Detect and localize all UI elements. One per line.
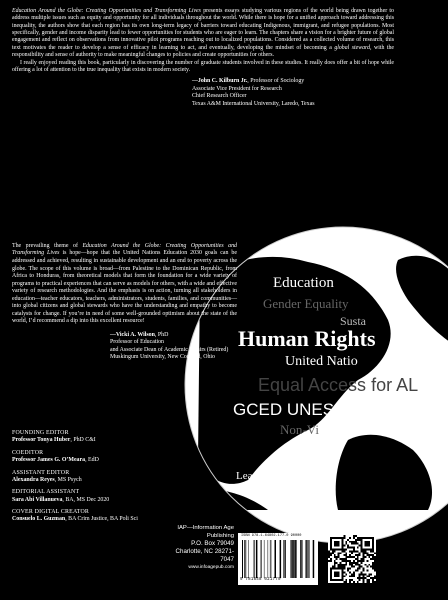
qr-module bbox=[334, 564, 336, 566]
qr-module bbox=[374, 558, 376, 560]
qr-module bbox=[361, 573, 363, 575]
qr-module bbox=[355, 554, 357, 556]
qr-module bbox=[328, 554, 330, 556]
qr-module bbox=[349, 562, 351, 564]
qr-module bbox=[353, 550, 355, 552]
barcode-bar bbox=[268, 540, 269, 578]
qr-module bbox=[332, 552, 334, 554]
qr-module bbox=[351, 547, 353, 549]
qr-module bbox=[370, 577, 372, 579]
praise-paragraph: I really enjoyed reading this book, particularly in discovering the number of graduate students involved in these studies. It really does offer a bit of hope while offering a lot of attention to the true inequality that exists in modern society. bbox=[12, 59, 394, 73]
qr-module bbox=[334, 560, 336, 562]
qr-module bbox=[338, 554, 340, 556]
qr-module bbox=[353, 547, 355, 549]
praise-paragraph: Education Around the Globe: Creating Opportunities and Transforming Lives presents essays studying various regions of the world being drawn together to address multiple issues such as equity and opportunity for all individuals throughout the world. While there is hope for a unified approach toward addressing this inequality, the authors show that each region has its own long-term legacy of barriers toward educating Indigenous, immigrant, and refugee populations. Most specifically, gender and income disparity lead to fewer opportunities for students who are eager to learn. The chapters share a vision for a brighter future of global engagement and reflect on observations from innovative pilot programs reaching out to localized populations. Considered as a collected volume of research, this text motivates the reader to develop a sense of efficacy in learning to act, and eventually, developing the mindset of becoming a global steward, with the responsibility and sense of authority to make meaningful changes to policies and create opportunities for others. bbox=[12, 8, 394, 59]
qr-module bbox=[355, 564, 357, 566]
qr-module bbox=[374, 575, 376, 577]
qr-module bbox=[347, 545, 349, 547]
qr-module bbox=[343, 545, 345, 547]
qr-module bbox=[343, 581, 345, 583]
qr-module bbox=[363, 552, 365, 554]
barcode-bar bbox=[293, 540, 295, 578]
qr-module bbox=[359, 564, 361, 566]
qr-module bbox=[355, 539, 357, 541]
qr-module bbox=[368, 564, 370, 566]
qr-module bbox=[351, 552, 353, 554]
qr-module bbox=[343, 550, 345, 552]
qr-module bbox=[338, 552, 340, 554]
qr-module bbox=[370, 573, 372, 575]
book-title: Education Around the Globe: Creating Opportunities and Transforming Lives bbox=[12, 8, 201, 14]
qr-module bbox=[368, 573, 370, 575]
qr-module bbox=[374, 564, 376, 566]
qr-module bbox=[334, 556, 336, 558]
qr-module bbox=[355, 550, 357, 552]
qr-module bbox=[355, 558, 357, 560]
qr-module bbox=[343, 568, 345, 570]
qr-module bbox=[372, 568, 374, 570]
qr-module bbox=[328, 560, 330, 562]
qr-module bbox=[374, 577, 376, 579]
qr-module bbox=[372, 581, 374, 583]
globe-word: Equal Access for AL bbox=[258, 375, 419, 395]
qr-module bbox=[368, 554, 370, 556]
qr-module bbox=[345, 579, 347, 581]
barcode-bar bbox=[283, 540, 284, 578]
praise-kilburn bbox=[12, 8, 394, 108]
qr-module bbox=[343, 564, 345, 566]
qr-module bbox=[374, 552, 376, 554]
qr-module bbox=[341, 564, 343, 566]
qr-module bbox=[366, 552, 368, 554]
qr-module bbox=[374, 581, 376, 583]
publisher-block bbox=[174, 525, 234, 571]
globe-word: United Natio bbox=[285, 354, 358, 369]
praise-wilson bbox=[12, 237, 237, 362]
qr-module bbox=[351, 556, 353, 558]
publisher-name: IAP—Information Age Publishing bbox=[177, 525, 234, 539]
qr-module bbox=[361, 558, 363, 560]
qr-module bbox=[334, 571, 340, 577]
qr-module bbox=[357, 550, 359, 552]
qr-module bbox=[372, 556, 374, 558]
qr-module bbox=[364, 573, 366, 575]
qr-module bbox=[368, 581, 370, 583]
qr-module bbox=[364, 577, 366, 579]
praise-signature: —Vicki A. Wilson, PhD Professor of Education and Associate Dean of Academic Affairs (Retired) Muskingum University, New Concord, Ohio bbox=[110, 331, 229, 361]
qr-module bbox=[347, 547, 349, 549]
qr-module bbox=[372, 558, 374, 560]
qr-module bbox=[366, 575, 368, 577]
qr-module bbox=[361, 562, 363, 564]
qr-module bbox=[347, 560, 349, 562]
qr-module bbox=[349, 556, 351, 558]
qr-module bbox=[349, 579, 351, 581]
qr-module bbox=[353, 562, 355, 564]
qr-module bbox=[347, 539, 349, 541]
qr-module bbox=[347, 556, 349, 558]
reviewer-name: —Vicki A. Wilson bbox=[110, 331, 155, 338]
qr-module bbox=[370, 550, 372, 552]
credit-assistant-editor: ASSISTANT EDITOR Alexandra Reyes, MS Psych bbox=[12, 469, 82, 483]
qr-module bbox=[330, 554, 332, 556]
barcode-bar bbox=[280, 540, 282, 578]
qr-module bbox=[361, 566, 363, 568]
qr-module bbox=[355, 535, 357, 537]
barcode-bar bbox=[290, 540, 291, 578]
qr-module bbox=[363, 554, 365, 556]
qr-module bbox=[374, 556, 376, 558]
qr-module bbox=[328, 556, 330, 558]
qr-module bbox=[345, 564, 347, 566]
praise-signature: —John C. Kilburn Jr., Professor of Sociology Associate Vice President for Research Chief Research Officer Texas A&M International University, Laredo, Texas bbox=[192, 78, 315, 107]
qr-module bbox=[359, 579, 361, 581]
qr-module bbox=[364, 552, 366, 554]
qr-module bbox=[351, 566, 353, 568]
qr-module bbox=[332, 566, 334, 568]
qr-module bbox=[345, 548, 347, 550]
qr-module bbox=[345, 552, 347, 554]
barcode-bar bbox=[300, 540, 302, 578]
qr-module bbox=[353, 543, 355, 545]
qr-module bbox=[343, 558, 345, 560]
qr-module bbox=[345, 554, 347, 556]
qr-module bbox=[372, 550, 374, 552]
qr-module bbox=[353, 541, 355, 543]
qr-module bbox=[366, 570, 368, 572]
qr-module bbox=[363, 570, 365, 572]
qr-module bbox=[347, 570, 349, 572]
qr-module bbox=[359, 560, 361, 562]
publisher-box: P.O. Box 79049 bbox=[191, 540, 234, 548]
qr-module bbox=[353, 571, 355, 573]
qr-module bbox=[340, 564, 342, 566]
qr-module bbox=[330, 552, 332, 554]
qr-module bbox=[357, 558, 359, 560]
qr-module bbox=[364, 564, 366, 566]
qr-module bbox=[349, 541, 351, 543]
qr-module bbox=[359, 539, 361, 541]
qr-module bbox=[336, 558, 338, 560]
qr-module bbox=[363, 577, 365, 579]
qr-module bbox=[343, 554, 345, 556]
qr-module bbox=[368, 556, 370, 558]
qr-module bbox=[355, 543, 357, 545]
qr-module bbox=[353, 560, 355, 562]
praise-paragraph: The prevailing theme of Education Around the Globe: Creating Opportunities and Transforming Lives is hope—hope that the United Nations Education 2030 goals can be addressed and achieved, resulting in sustainable development and an end to poverty across the globe. The scope of this volume is broad—from Palestine to the Dominican Republic, from Africa to Honduras, from theoretical models that form the foundation for a wide variety of programs to practical experiences that can serve as models for others, with a wide and effective variety of research methodologies. And the emphasis is on action, turning all stakeholders in education—teacher educators, teachers, administrators, students, families, and communities—into global citizens and global stewards who have the understanding and empathy to become catalysts for change. If you’re in need of some well-grounded optimism about the state of the world, I’d recommend a dip into this excellent resource! bbox=[12, 242, 237, 325]
qr-module bbox=[351, 562, 353, 564]
barcode-digits: 9 781648 021770 bbox=[240, 578, 281, 582]
qr-module bbox=[359, 575, 361, 577]
qr-module bbox=[359, 573, 361, 575]
qr-module bbox=[330, 560, 332, 562]
qr-module bbox=[338, 566, 340, 568]
qr-module bbox=[353, 573, 355, 575]
qr-module bbox=[363, 558, 365, 560]
qr-module bbox=[349, 537, 351, 539]
qr-module bbox=[341, 558, 343, 560]
qr-module bbox=[355, 562, 357, 564]
qr-module bbox=[366, 560, 368, 562]
qr-module bbox=[345, 573, 347, 575]
barcode-bars bbox=[242, 540, 314, 578]
qr-module bbox=[363, 568, 365, 570]
qr-module bbox=[361, 560, 363, 562]
qr-module bbox=[334, 550, 336, 552]
qr-module bbox=[355, 570, 357, 572]
qr-module bbox=[370, 554, 372, 556]
qr-module bbox=[343, 560, 345, 562]
qr-module bbox=[343, 571, 345, 573]
qr-module bbox=[353, 548, 355, 550]
qr-module bbox=[349, 568, 351, 570]
qr-module bbox=[349, 547, 351, 549]
qr-module bbox=[357, 581, 359, 583]
barcode-bar bbox=[261, 540, 262, 578]
qr-module bbox=[374, 570, 376, 572]
qr-module bbox=[353, 537, 355, 539]
qr-module bbox=[349, 564, 351, 566]
qr-module bbox=[341, 566, 343, 568]
qr-module bbox=[349, 571, 351, 573]
qr-module bbox=[357, 554, 359, 556]
qr-module bbox=[372, 577, 374, 579]
qr-module bbox=[340, 566, 342, 568]
qr-module bbox=[351, 579, 353, 581]
barcode-bar bbox=[264, 540, 265, 578]
barcode-bar bbox=[309, 540, 310, 578]
qr-module bbox=[353, 575, 355, 577]
qr-module bbox=[349, 554, 351, 556]
qr-module bbox=[336, 556, 338, 558]
qr-module bbox=[361, 577, 363, 579]
barcode-bar bbox=[270, 540, 271, 578]
qr-module bbox=[328, 550, 330, 552]
qr-module bbox=[345, 581, 347, 583]
barcode-bar bbox=[302, 540, 303, 578]
isbn-text: ISBN 978-1-64802-177-0 bbox=[241, 534, 289, 538]
globe-word: Susta bbox=[340, 314, 367, 328]
barcode-bar bbox=[295, 540, 297, 578]
qr-module bbox=[363, 550, 365, 552]
qr-module bbox=[351, 564, 353, 566]
barcode-bar bbox=[244, 540, 245, 578]
qr-module bbox=[359, 537, 361, 539]
qr-module bbox=[349, 560, 351, 562]
qr-module bbox=[357, 543, 359, 545]
qr-module bbox=[340, 552, 342, 554]
qr-module bbox=[361, 571, 363, 573]
credit-editorial-assistant: EDITORIAL ASSISTANT Sara Abi Villanueva, BA, MS Dec 2020 bbox=[12, 489, 110, 503]
barcode-bar bbox=[242, 540, 243, 578]
editorial-credits bbox=[12, 430, 212, 529]
qr-module bbox=[374, 568, 376, 570]
qr-module bbox=[359, 568, 361, 570]
globe-word: Learning bbox=[236, 470, 276, 482]
qr-module bbox=[363, 573, 365, 575]
barcode-bar bbox=[256, 540, 258, 578]
qr-module bbox=[343, 537, 345, 539]
qr-module bbox=[343, 548, 345, 550]
qr-module bbox=[334, 562, 336, 564]
qr-module bbox=[372, 564, 374, 566]
credit-founding-editor: FOUNDING EDITOR Professor Tonya Huber, PhD C&I bbox=[12, 430, 96, 444]
qr-module bbox=[343, 535, 345, 537]
qr-module bbox=[359, 545, 361, 547]
qr-module bbox=[359, 577, 361, 579]
publisher-city: Charlotte, NC 28271-7047 bbox=[175, 548, 234, 564]
qr-module bbox=[357, 560, 359, 562]
qr-module bbox=[351, 543, 353, 545]
qr-module bbox=[345, 556, 347, 558]
qr-module bbox=[359, 566, 361, 568]
credit-coeditor: COEDITOR Professor James G. O’Meara, EdD bbox=[12, 449, 99, 464]
qr-module bbox=[359, 552, 361, 554]
barcode-bar bbox=[291, 540, 293, 578]
qr-module bbox=[353, 556, 355, 558]
qr-module bbox=[366, 581, 368, 583]
qr-module bbox=[343, 566, 345, 568]
qr-module bbox=[332, 550, 334, 552]
qr-module bbox=[357, 564, 359, 566]
qr-module bbox=[334, 566, 336, 568]
qr-module bbox=[364, 541, 370, 547]
qr-module bbox=[366, 554, 368, 556]
qr-module bbox=[357, 547, 359, 549]
barcode-bar bbox=[254, 540, 255, 578]
qr-module bbox=[368, 579, 370, 581]
qr-module bbox=[370, 558, 372, 560]
qr-module bbox=[372, 554, 374, 556]
barcode-bar bbox=[306, 540, 307, 578]
qr-module bbox=[349, 550, 351, 552]
barcode-bar bbox=[275, 540, 277, 578]
qr-module bbox=[355, 541, 357, 543]
isbn-barcode bbox=[238, 533, 318, 585]
qr-module bbox=[341, 560, 343, 562]
qr-code bbox=[328, 535, 376, 583]
qr-module bbox=[351, 541, 353, 543]
qr-module bbox=[353, 581, 355, 583]
qr-module bbox=[374, 560, 376, 562]
qr-module bbox=[368, 575, 370, 577]
qr-module bbox=[340, 558, 342, 560]
barcode-bar bbox=[271, 540, 272, 578]
barcode-bar bbox=[248, 540, 249, 578]
qr-module bbox=[357, 556, 359, 558]
globe-word: Non-Vi bbox=[280, 422, 319, 437]
qr-module bbox=[357, 539, 359, 541]
price-code: 90000 bbox=[290, 534, 302, 538]
qr-module bbox=[353, 535, 355, 537]
barcode-bar bbox=[313, 540, 315, 578]
qr-module bbox=[372, 566, 374, 568]
qr-module bbox=[334, 554, 336, 556]
qr-module bbox=[372, 562, 374, 564]
qr-module bbox=[338, 564, 340, 566]
qr-module bbox=[345, 560, 347, 562]
qr-module bbox=[363, 581, 365, 583]
qr-module bbox=[349, 581, 351, 583]
qr-module bbox=[345, 543, 347, 545]
qr-module bbox=[340, 562, 342, 564]
qr-module bbox=[357, 562, 359, 564]
barcode-bar bbox=[305, 540, 306, 578]
qr-module bbox=[374, 562, 376, 564]
qr-module bbox=[345, 541, 347, 543]
qr-module bbox=[357, 537, 359, 539]
qr-module bbox=[361, 550, 363, 552]
qr-module bbox=[328, 552, 330, 554]
qr-module bbox=[351, 550, 353, 552]
credit-cover-creator: COVER DIGITAL CREATOR Consuelo L. Guzman, BA Crim Justice, BA Poli Sci bbox=[12, 509, 138, 523]
publisher-url: www.infoagepub.com bbox=[188, 564, 234, 570]
qr-module bbox=[343, 575, 345, 577]
qr-module bbox=[336, 562, 338, 564]
qr-module bbox=[363, 575, 365, 577]
qr-module bbox=[357, 568, 359, 570]
qr-module bbox=[364, 550, 366, 552]
qr-module bbox=[359, 554, 361, 556]
qr-module bbox=[330, 558, 332, 560]
qr-module bbox=[363, 579, 365, 581]
reviewer-name: —John C. Kilburn Jr. bbox=[192, 78, 248, 85]
qr-module bbox=[374, 566, 376, 568]
qr-module bbox=[366, 566, 368, 568]
book-title: Education Around the Globe: Creating Opportunities and Transforming Lives bbox=[12, 242, 237, 257]
qr-module bbox=[363, 556, 365, 558]
barcode-bar bbox=[308, 540, 309, 578]
globe-word: GCED UNESCO bbox=[233, 400, 360, 419]
qr-module bbox=[357, 577, 359, 579]
barcode-bar bbox=[246, 540, 247, 578]
qr-module bbox=[341, 550, 343, 552]
qr-module bbox=[351, 573, 353, 575]
qr-module bbox=[347, 568, 349, 570]
qr-module bbox=[363, 560, 365, 562]
globe-word: Human Rights bbox=[238, 326, 376, 351]
qr-module bbox=[353, 566, 355, 568]
qr-module bbox=[345, 558, 347, 560]
qr-module bbox=[345, 562, 347, 564]
qr-module bbox=[338, 556, 340, 558]
globe-word: Education bbox=[273, 275, 334, 291]
qr-module bbox=[364, 556, 366, 558]
barcode-bar bbox=[285, 540, 286, 578]
qr-module bbox=[366, 579, 368, 581]
globe-word: Gender Equality bbox=[263, 296, 349, 311]
qr-module bbox=[334, 541, 340, 547]
qr-module bbox=[349, 575, 351, 577]
qr-module bbox=[357, 570, 359, 572]
qr-module bbox=[351, 575, 353, 577]
qr-module bbox=[370, 566, 372, 568]
qr-module bbox=[372, 579, 374, 581]
